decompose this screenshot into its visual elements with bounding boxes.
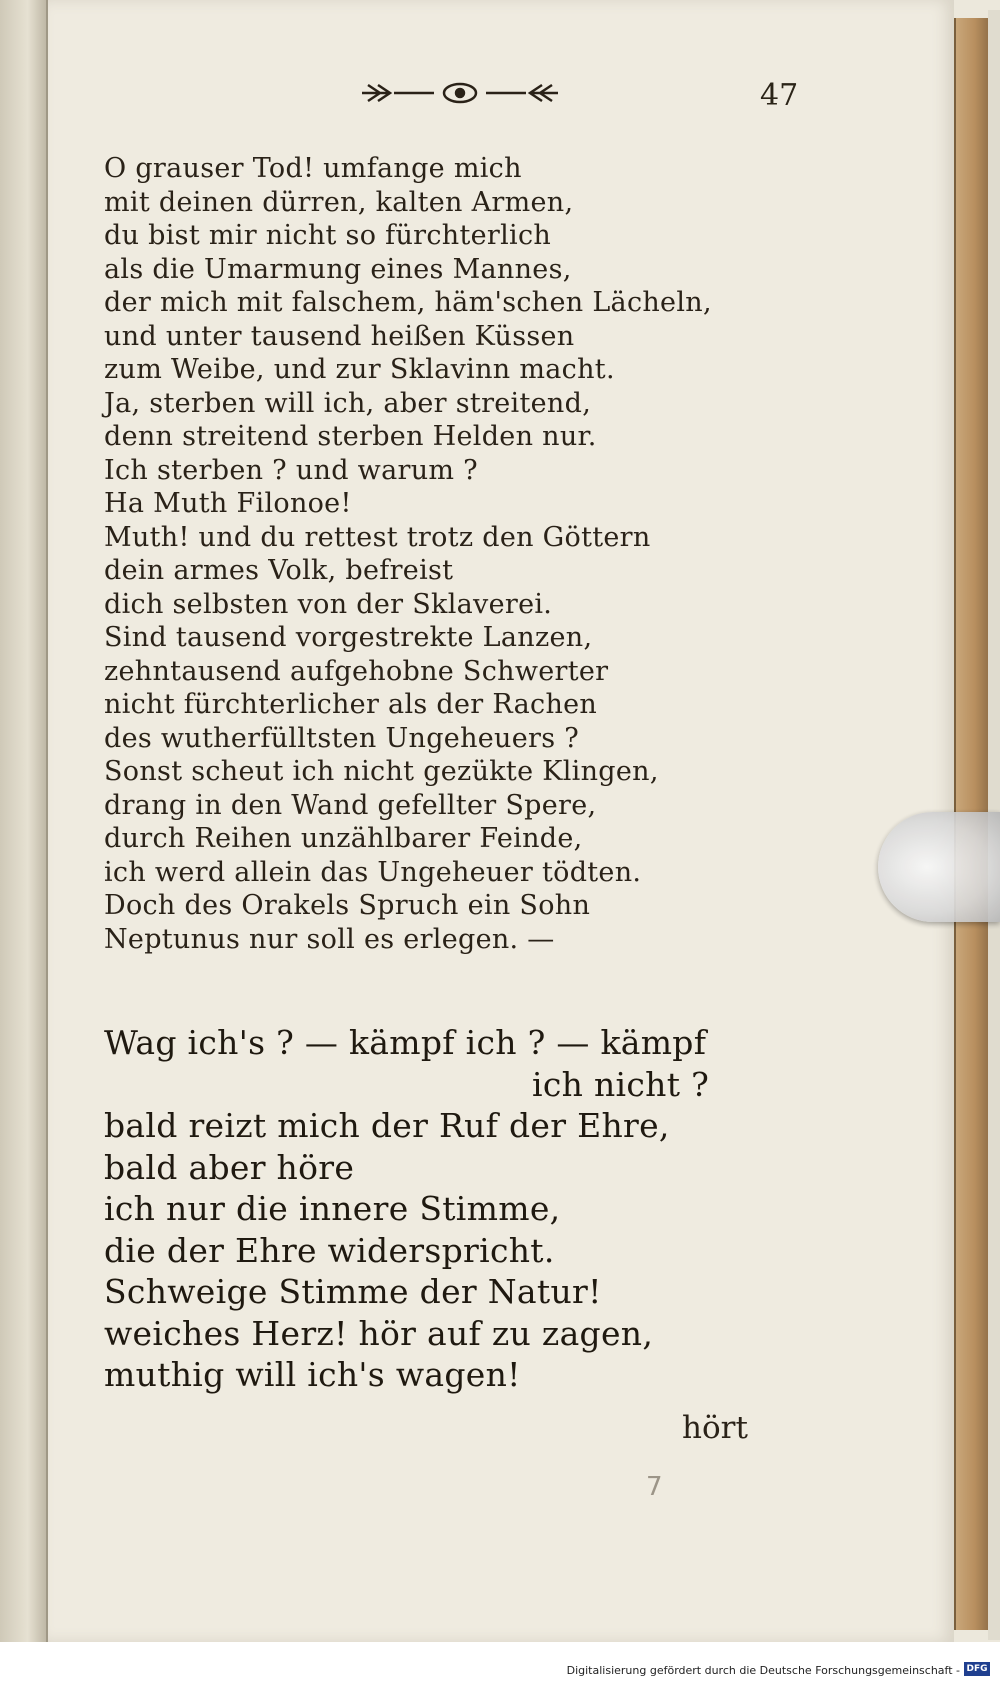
verse-line: Muth! und du rettest trotz den Göttern: [104, 521, 651, 553]
verse-line: mit deinen dürren, kalten Armen,: [104, 186, 574, 218]
verse-line: durch Reihen unzählbarer Feinde,: [104, 823, 583, 854]
book-left-edge: [0, 0, 48, 1686]
aria-text: [104, 1022, 804, 1396]
aria-line: weiches Herz! hör auf zu zagen,: [104, 1313, 654, 1353]
verse-line: des wutherfülltsten Ungeheuers ?: [104, 722, 580, 754]
pencil-mark: 7: [646, 1472, 663, 1502]
verse-line: Neptunus nur soll es erlegen. —: [104, 923, 555, 955]
recitative-text: [104, 152, 804, 956]
verse-line: denn streitend sterben Helden nur.: [104, 421, 597, 452]
aria-line: ich nur die innere Stimme,: [104, 1189, 561, 1228]
aria-line: muthig will ich's wagen!: [104, 1355, 521, 1394]
aria-line: die der Ehre widerspricht.: [104, 1230, 555, 1270]
page-number: 47: [760, 78, 799, 113]
digitization-credit: Digitalisierung gefördert durch die Deutsche Forschungsgemeinschaft -: [566, 1664, 960, 1677]
dfg-logo-icon: DFG: [964, 1662, 990, 1676]
verse-line: dein armes Volk, befreist: [104, 555, 454, 586]
verse-line: du bist mir nicht so fürchterlich: [104, 220, 552, 251]
verse-line: drang in den Wand gefellter Spere,: [104, 789, 597, 821]
page-clip: [878, 812, 1000, 922]
verse-line: Sonst scheut ich nicht gezükte Klingen,: [104, 756, 659, 787]
verse-line: Ha Muth Filonoe!: [104, 488, 352, 519]
verse-line: der mich mit falschem, häm'schen Lächeln,: [104, 287, 712, 318]
aria-line: bald reizt mich der Ruf der Ehre,: [104, 1106, 670, 1145]
verse-line: ich werd allein das Ungeheuer tödten.: [104, 856, 642, 888]
verse-line: zehntausend aufgehobne Schwerter: [104, 655, 609, 687]
verse-line: O grauser Tod! umfange mich: [104, 153, 522, 184]
verse-line: als die Umarmung eines Mannes,: [104, 253, 572, 285]
verse-line: zum Weibe, und zur Sklavinn macht.: [104, 354, 615, 385]
verse-line: Ja, sterben will ich, aber streitend,: [104, 387, 592, 419]
catchword: hört: [682, 1410, 748, 1446]
aria-line: Wag ich's ? — kämpf ich ? — kämpf: [104, 1023, 707, 1062]
verse-line: nicht fürchterlicher als der Rachen: [104, 689, 598, 720]
verse-line: dich selbsten von der Sklaverei.: [104, 588, 553, 620]
verse-line: Sind tausend vorgestrekte Lanzen,: [104, 622, 593, 653]
aria-line: ich nicht ?: [532, 1064, 710, 1104]
aria-line: Schweige Stimme der Natur!: [104, 1272, 602, 1311]
verse-line: Ich sterben ? und warum ?: [104, 454, 478, 486]
verse-line: und unter tausend heißen Küssen: [104, 320, 575, 352]
aria-line: bald aber höre: [104, 1147, 355, 1187]
verse-line: Doch des Orakels Spruch ein Sohn: [104, 890, 591, 921]
ornament-icon: [360, 78, 560, 108]
